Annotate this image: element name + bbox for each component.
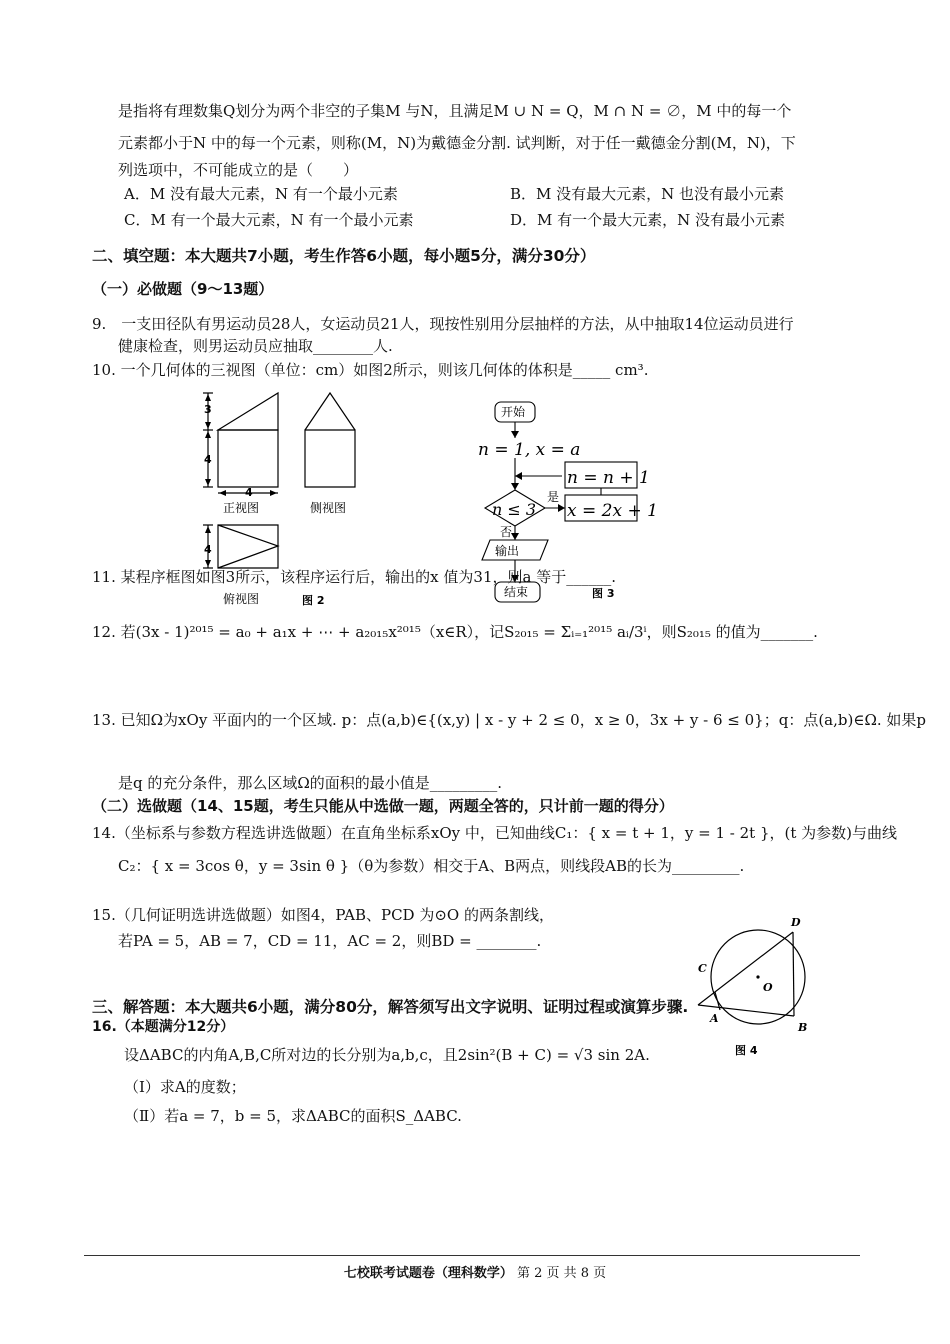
front-view-label: 正视图 — [223, 501, 260, 515]
point-c-label: C — [698, 962, 707, 975]
section-2-heading: 二、填空题：本大题共7小题，考生作答6小题，每小题5分，满分30分） — [92, 247, 596, 265]
q11-text: 11. 某程序框图如图3所示，该程序运行后，输出的x 值为31，则a 等于______. — [92, 568, 616, 586]
q8-option-d: D．M 有一个最大元素，N 没有最小元素 — [510, 211, 786, 229]
dim-side-label: 4 — [204, 543, 212, 556]
point-d-label: D — [791, 916, 801, 929]
q8-option-b: B．M 没有最大元素，N 也没有最小元素 — [510, 185, 785, 203]
top-view-diagonals — [218, 525, 278, 568]
dim-mid-label: 4 — [204, 453, 212, 466]
q16-part-i: （Ⅰ）求A的度数； — [124, 1078, 246, 1096]
no-label: 否 — [500, 525, 513, 539]
end-label: 结束 — [504, 585, 529, 599]
q16-heading: 16.（本题满分12分） — [92, 1019, 235, 1035]
q15-line2: 若PA = 5，AB = 7，CD = 11，AC = 2，则BD = ________. — [118, 932, 542, 950]
q12-text: 12. 若(3x - 1)²⁰¹⁵ = a₀ + a₁x + ⋯ + a₂₀₁₅x²⁰¹⁵（x∈R），记S₂₀₁₅ = Σᵢ₌₁²⁰¹⁵ aᵢ/3ⁱ，则S₂₀₁₅ 的值为_______. — [92, 623, 818, 641]
q13-line2: 是q 的充分条件，那么区域Ω的面积的最小值是_________. — [118, 774, 503, 792]
subsection-required: （一）必做题（9～13题） — [92, 280, 274, 298]
front-view-rect — [218, 430, 278, 487]
footer-page-number: 第 2 页 共 8 页 — [516, 1266, 607, 1281]
q8-line3: 列选项中，不可能成立的是（ ） — [118, 161, 359, 179]
q8-option-c: C．M 有一个最大元素，N 有一个最小元素 — [124, 211, 414, 229]
top-view-rect — [218, 525, 278, 568]
q15-line1: 15.（几何证明选讲选做题）如图4，PAB、PCD 为⊙O 的两条割线， — [92, 906, 554, 924]
update-x-label: x = 2x + 1 — [567, 501, 658, 521]
init-label: n = 1, x = a — [478, 440, 581, 460]
figure-3-caption: 图 3 — [592, 587, 615, 600]
figure-4-caption: 图 4 — [735, 1044, 758, 1057]
point-o-label: O — [763, 981, 773, 994]
footer-rule — [84, 1255, 860, 1256]
q9-line1: 9. 一支田径队有男运动员28人，女运动员21人，现按性别用分层抽样的方法，从中抽取14位运动员进行 — [92, 315, 794, 333]
q14-line1: 14.（坐标系与参数方程选讲选做题）在直角坐标系xOy 中，已知曲线C₁：{ x = t + 1，y = 1 - 2t }，(t 为参数)与曲线 — [92, 824, 898, 842]
top-view-label: 俯视图 — [223, 592, 260, 606]
start-label: 开始 — [501, 405, 526, 419]
subsection-optional: （二）选做题（14、15题，考生只能从中选做一题，两题全答的，只计前一题的得分） — [92, 797, 674, 815]
yes-label: 是 — [547, 490, 560, 504]
footer-title: 七校联考试题卷（理科数学） — [343, 1266, 513, 1281]
q8-line2: 元素都小于N 中的每一个元素，则称(M，N)为戴德金分割. 试判断，对于任一戴德金分割(M，N)，下 — [118, 134, 796, 152]
update-n-label: n = n + 1 — [567, 468, 650, 488]
page-footer — [0, 1262, 950, 1281]
section-3-heading: 三、解答题：本大题共6小题，满分80分，解答须写出文字说明、证明过程或演算步骤. — [92, 998, 689, 1016]
point-b-label: B — [798, 1021, 808, 1034]
q13-line1: 13. 已知Ω为xOy 平面内的一个区域. p：点(a,b)∈{(x,y) | x - y + 2 ≤ 0，x ≥ 0，3x + y - 6 ≤ 0}；q：点(a,b)∈Ω. 如果p — [92, 711, 927, 729]
side-view-rect — [305, 430, 355, 487]
dim-bottom-label: 4 — [245, 486, 253, 499]
q10-text: 10. 一个几何体的三视图（单位：cm）如图2所示，则该几何体的体积是_____ cm³. — [92, 361, 649, 379]
side-view-label: 侧视图 — [310, 501, 347, 515]
point-a-label: A — [710, 1012, 719, 1025]
q8-option-a: A．M 没有最大元素，N 有一个最小元素 — [124, 185, 398, 203]
condition-label: n ≤ 3 — [492, 500, 537, 519]
q16-statement: 设ΔABC的内角A,B,C所对边的长分别为a,b,c，且2sin²(B + C) = √3 sin 2A. — [124, 1046, 650, 1064]
figure-2-caption: 图 2 — [302, 594, 325, 607]
dim-top-label: 3 — [204, 403, 212, 416]
q8-line1: 是指将有理数集Q划分为两个非空的子集M 与N，且满足M ∪ N = Q，M ∩ N = ∅，M 中的每一个 — [118, 102, 792, 120]
front-view-roof — [218, 393, 278, 430]
q9-line2: 健康检查，则男运动员应抽取________人. — [118, 337, 393, 355]
figure-4-circle — [690, 912, 810, 1062]
output-label: 输出 — [495, 544, 520, 558]
q14-line2: C₂：{ x = 3cos θ，y = 3sin θ }（θ为参数）相交于A、B两点，则线段AB的长为_________. — [118, 857, 745, 875]
chord-bd — [793, 932, 794, 1016]
side-view-roof — [305, 393, 355, 430]
q16-part-ii: （Ⅱ）若a = 7，b = 5，求ΔABC的面积S_ΔABC. — [124, 1107, 462, 1125]
